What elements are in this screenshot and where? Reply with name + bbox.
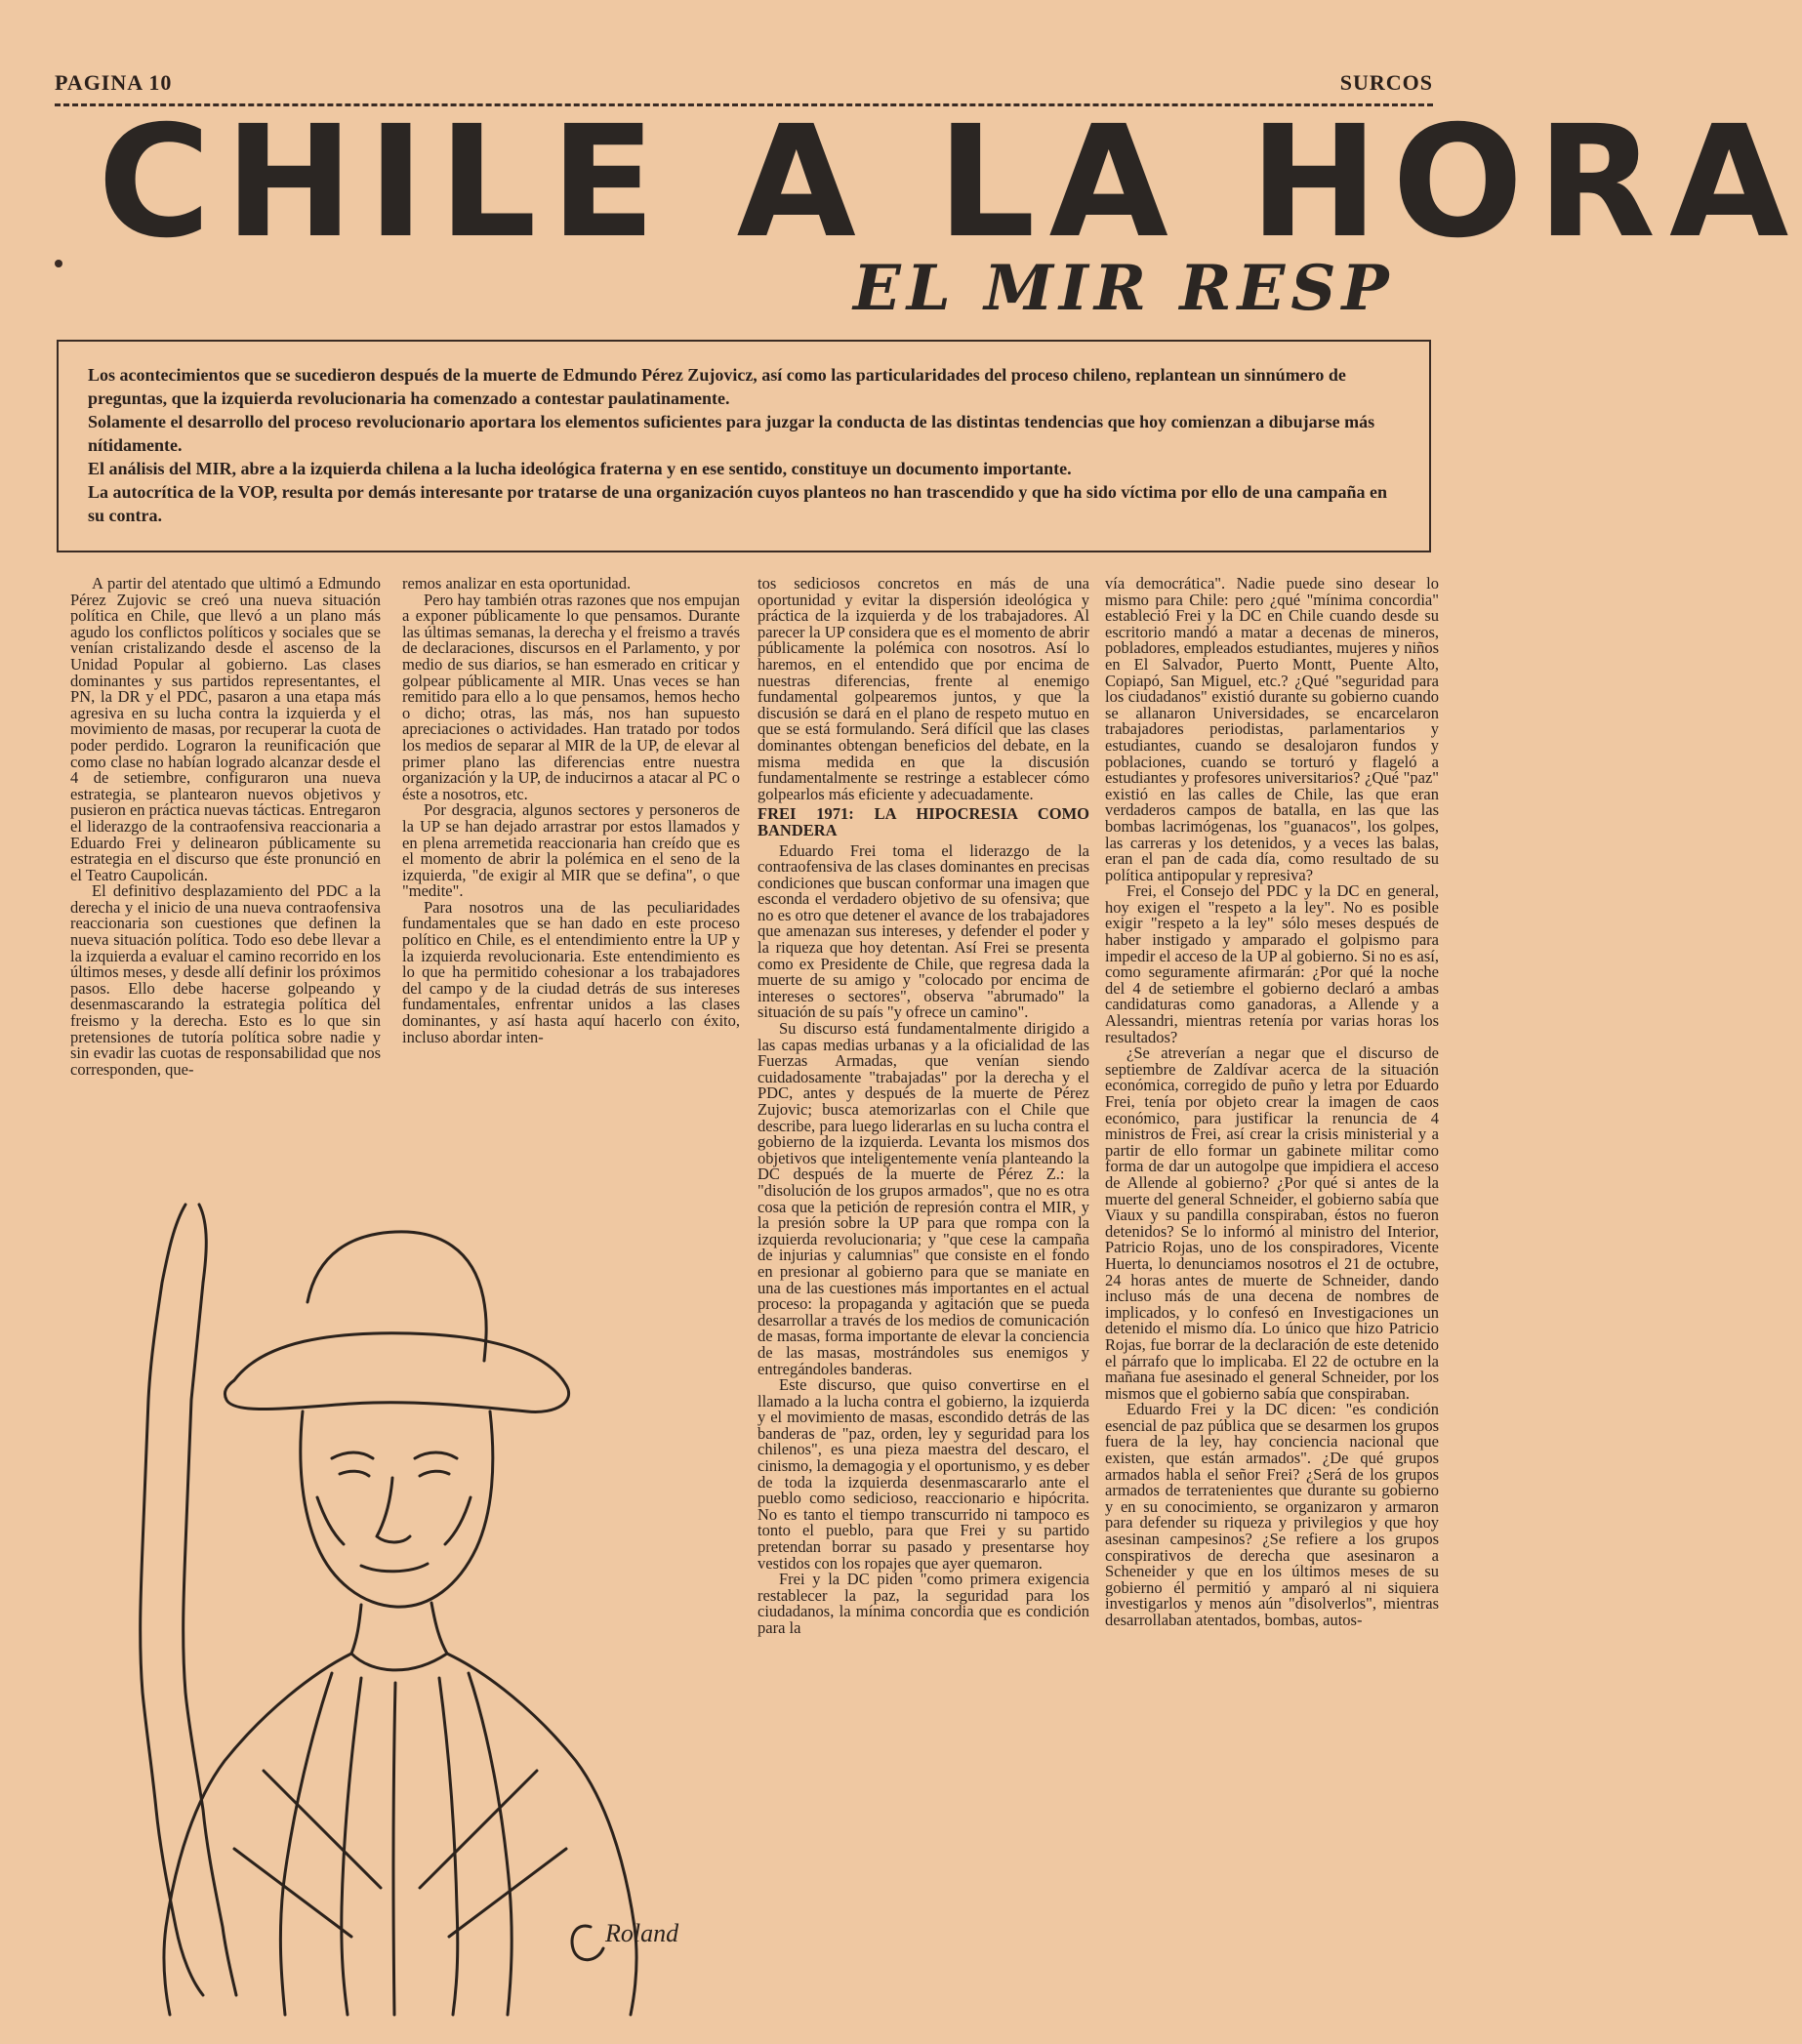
article-column-2 xyxy=(402,576,740,1181)
intro-paragraph: La autocrítica de la VOP, resulta por demás interesante por tratarse de una organización cuyos planteos no han trascendido y que ha sido víctima por ello de una campaña en su contra. xyxy=(88,482,1388,525)
article-paragraph: ¿Se atreverían a negar que el discurso de septiembre de Zaldívar acerca de la situación económica, corregido de puño y letra por Eduardo Frei, tenía por objeto crear la imagen de caos económico, para justificar la renuncia de 4 ministros de Frei, así crear la crisis ministerial y a partir de ello formar un gabinete militar como forma de dar un autogolpe que impidiera el acceso de Allende al gobierno? ¿Por qué si antes de la muerte del general Schneider, el gobierno sabía que Viaux y su pandilla conspiraban, éstos no fueron detenidos? Se lo informó al ministro del Interior, Patricio Rojas, uno de los conspiradores, Vicente Huerta, lo denunciamos nosotros el 21 de octubre, 24 horas antes de muerte de Schneider, dando incluso más de una decena de nombres de implicados, y lo confesó en Investigaciones un detenido el mismo día. Lo único que hizo Patricio Rojas, fue borrar de la declaración de este detenido el párrafo que lo implicaba. El 22 de octubre en la mañana fue asesinado el general Schneider, por los mismos que el gobierno sabía que conspiraban. xyxy=(1105,1043,1439,1403)
article-paragraph: Eduardo Frei toma el liderazgo de la contraofensiva de las clases dominantes en precisas condiciones que buscan conformar una imagen que esconda el verdadero objetivo de su ofensiva; que no es otro que detener el avance de los trabajadores que amenazan sus intereses, y defender el poder y la riqueza que hoy detentan. Así Frei se presenta como ex Presidente de Chile, que regresa dada la muerte de su amigo y "colocado por encima de intereses o sectores", observa "abrumado" la situación de su país "y ofrece un camino". xyxy=(758,840,1089,1022)
chile-map-outline xyxy=(141,1205,236,1995)
article-paragraph: El definitivo desplazamiento del PDC a la derecha y el inicio de una nueva contraofensiva reaccionaria son cuestiones que definen la nueva situación política. Todo eso debe llevar a la izquierda a evaluar el camino recorrido en los últimos meses, y desde allí definir los próximos pasos. Ello debe hacerse golpeando y desenmascarando la estrategia política del freismo y la derecha. Esto es lo que sin pretensiones de tutoría política sobre nadie y sin evadir las cuotas de responsabilidad que nos corresponden, que- xyxy=(70,881,381,1079)
article-paragraph: vía democrática". Nadie puede sino desear lo mismo para Chile: pero ¿qué "mínima concordia" estableció Frei y la DC en Chile cuando desde su escritorio mandó a matar a decenas de mineros, pobladores, empleados estudiantes, mujeres y niños en El Salvador, Puerto Montt, Puente Alto, Copiapó, San Miguel, etc.? ¿Qué "seguridad para los ciudadanos" existió durante su gobierno cuando se allanaron Universidades, se encarcelaron trabajadores periodistas, parlamentarios y estudiantes, cuando se desalojaron fundos y poblaciones, cuando se torturó y flageló a estudiantes y profesores universitarios? ¿Qué "paz" existió en las calles de Chile, las que eran verdaderos campos de batalla, en las que las bombas lacrimógenas, los "guanacos", los golpes, las carreras y los detenidos, y a veces las balas, eran el pan de cada día, como resultado de su política antipopular y represiva? xyxy=(1105,574,1439,884)
intro-paragraph: El análisis del MIR, abre a la izquierda chilena a la lucha ideológica fraterna y en ese sentido, constituye un documento importante. xyxy=(88,459,1072,478)
article-paragraph: Frei y la DC piden "como primera exigencia restablecer la paz, la seguridad para los ciudadanos, la mínima concordia que es condición para la xyxy=(758,1570,1089,1637)
article-column-3 xyxy=(758,576,1089,1952)
artist-signature: Roland xyxy=(605,1919,679,1947)
article-paragraph: remos analizar en esta oportunidad. xyxy=(402,574,632,593)
intro-paragraph: Solamente el desarrollo del proceso revolucionario aportara los elementos suficientes para juzgar la conducta de las distintas tendencias que hoy comienzan a dibujarse más nítidamente. xyxy=(88,412,1375,455)
intro-paragraph: Los acontecimientos que se sucedieron después de la muerte de Edmundo Pérez Zujovicz, así como las particularidades del proceso chileno, replantean un sinnúmero de preguntas, que la izquierda revolucionaria ha comenzado a contestar paulatinamente. xyxy=(88,365,1346,408)
intro-box xyxy=(57,340,1431,552)
page-number: PAGINA 10 xyxy=(55,70,173,95)
article-column-4 xyxy=(1105,576,1439,1967)
illustration-peasant-portrait xyxy=(117,1185,703,2024)
publication-name: SURCOS xyxy=(1339,70,1433,95)
article-paragraph: Este discurso, que quiso convertirse en el llamado a la lucha contra el gobierno, la izquierda y el movimiento de masas, escondido detrás de las banderas de "paz, orden, ley y seguridad para los chilenos", es una pieza maestra del descaro, el cinismo, la demagogia y el oportunismo, y es deber de toda la izquierda desenmascararlo ante el pueblo como sedicioso, reaccionario e hipócrita. No es tanto el tiempo transcurrido ni tampoco es tonto el pueblo, para que Frei y su partido pretendan borrar su pasado y presentarse hoy vestidos con los ropajes que ayer quemaron. xyxy=(758,1375,1090,1573)
subheadline: EL MIR RESP xyxy=(853,252,1395,325)
article-paragraph: A partir del atentado que ultimó a Edmundo Pérez Zujovic se creó una nueva situación política en Chile, que llevó a un plano más agudo los conflictos políticos y sociales que se venían cristalizando desde el ascenso de la Unidad Popular al gobierno. Las clases dominantes y sus partidos representantes, el PN, la DR y el PDC, pasaron a una etapa más agresiva en su lucha contra la izquierda y el movimiento de masas, por recuperar la cuota de poder perdido. Lograron la reunificación que como clase no habían logrado alcanzar desde el 4 de setiembre, configuraron una nueva estrategia, se plantearon nuevos objetivos y pusieron en práctica nuevas tácticas. Entregaron el liderazgo de la contraofensiva reaccionaria a Eduardo Frei y delinearon públicamente su estrategia en el discurso que éste pronunció en el Teatro Caupolicán. xyxy=(70,574,381,884)
section-subtitle: FREI 1971: LA HIPOCRESIA COMO BANDERA xyxy=(758,804,1089,839)
hat-crown xyxy=(307,1232,486,1361)
ink-mark xyxy=(55,260,62,267)
article-paragraph: tos sediciosos concretos en más de una oportunidad y evitar la dispersión ideológica y práctica de la izquierda y de los trabajadores. Al parecer la UP considera que es el momento de abrir públicamente la polémica con nosotros. Así lo haremos, en el entendido que por encima de nuestras diferencias, frente al enemigo fundamental golpearemos juntos, y que la discusión se dará en el plano de respeto mutuo en que se está formulando. Será difícil que las clases dominantes obtengan beneficios del debate, en la misma medida en que la discusión fundamentalmente se restringe a establecer cómo golpearlos más eficiente y adecuadamente. xyxy=(758,574,1089,803)
article-paragraph: Por desgracia, algunos sectores y personeros de la UP se han dejado arrastrar por estos llamados y en plena arremetida reaccionaria han creído que es el momento de abrir la polémica en el seno de la izquierda, "de exigir al MIR que se defina", o que "medite". xyxy=(402,800,740,901)
article-column-1 xyxy=(70,576,381,1181)
hat-brim xyxy=(225,1333,568,1412)
article-paragraph: Pero hay también otras razones que nos empujan a exponer públicamente lo que pensamos. Durante las últimas semanas, la derecha y el freismo a través de declaraciones, discursos en el Parlamento, y por medio de sus diarios, se han esmerado en criticar y golpear públicamente al MIR. Unas veces se han remitido para ello a lo que pensamos, hemos hecho o dicho; otras, las más, nos han supuesto apreciaciones o actividades. Han tratado por todos los medios de separar al MIR de la UP, de elevar al primer plano las diferencias entre nuestra organización y la UP, de inducirnos a atacar al PC o éste a nosotros, etc. xyxy=(402,590,740,803)
article-paragraph: Frei, el Consejo del PDC y la DC en general, hoy exigen el "respeto a la ley". No es posible exigir "respeto a la ley" sólo meses después de haber instigado y amparado el golpismo para impedir el acceso de la UP al gobierno. Si no es así, como seguramente afirmarán: ¿Por qué la noche del 4 de setiembre el gobierno declaró a ambas candidaturas como ganadoras, a Allende y a Alessandri, mientras retenía por varias horas los resultados? xyxy=(1105,881,1439,1046)
headline: CHILE A LA HORA xyxy=(98,93,1802,272)
poncho xyxy=(164,1654,351,2015)
artist-signature-flourish xyxy=(572,1926,603,1960)
face-outline xyxy=(301,1411,493,1607)
article-paragraph: Eduardo Frei y la DC dicen: "es condición esencial de paz pública que se desarmen los grupos fuera de la ley, hay conciencia nacional que existen, que están armados". ¿De qué grupos armados habla el señor Frei? ¿Será de los grupos armados de terratenientes que durante su gobierno y en su conocimiento, se organizaron y armaron para defender su riqueza y privilegios y que hoy asesinan campesinos? ¿Se refiere a los grupos conspirativos de derecha que asesinaron a Scheneider y que en los últimos meses de su gobierno él permitió y amparó al ni siquiera investigarlos y menos aún "disolverlos", mientras desarrollaban atentados, bombas, autos- xyxy=(1105,1400,1439,1629)
article-paragraph: Su discurso está fundamentalmente dirigido a las capas medias urbanas y a la oficialidad de las Fuerzas Armadas, que venían siendo cuidadosamente "trabajadas" por la derecha y el PDC, antes y después de la muerte de Pérez Zujovic; busca atemorizarlas con el Chile que describe, para luego liderarlas en su lucha contra el gobierno de la izquierda. Levanta los mismos dos objetivos que inteligentemente venía planteando la DC después de la muerte de Pérez Z.: la "disolución de los grupos armados", que no es otra cosa que la petición de represión contra el MIR, y la presión sobre la UP para que rompa con la izquierda revolucionaria; y "que cese la campaña de injurias y calumnias" que consiste en el fondo en presionar al gobierno para que se maniate en una de las cuestiones más importantes en el actual proceso: la propaganda y agitación que se pueda desarrollar a través de los medios de comunicación de masas, forma importante de elevar la conciencia de las masas, mostrándoles sus enemigos y entregándoles banderas. xyxy=(758,1019,1089,1378)
article-paragraph: Para nosotros una de las peculiaridades fundamentales que se han dado en este proceso político en Chile, es el entendimiento entre la UP y la izquierda revolucionaria. Este entendimiento es lo que ha permitido cohesionar a los trabajadores del campo y de la ciudad detrás de sus intereses fundamentales, enfrentar unidos a las clases dominantes, y así hasta aquí hacerlo con éxito, incluso abordar inten- xyxy=(402,897,740,1046)
